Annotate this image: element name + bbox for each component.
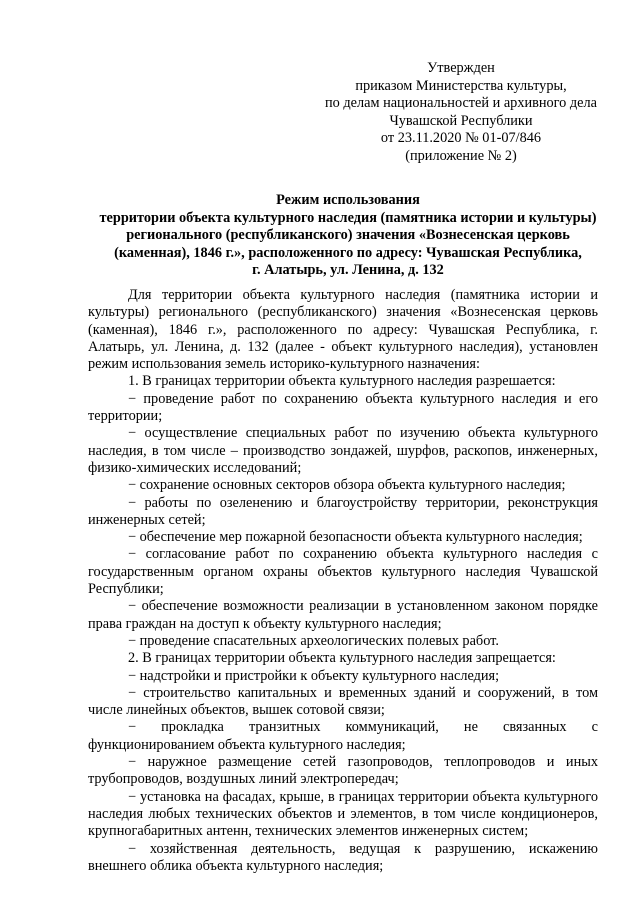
approval-line: Утвержден — [427, 60, 495, 76]
approval-line: от 23.11.2020 № 01-07/846 — [380, 130, 542, 146]
title-line: г. Алатырь, ул. Ленина, д. 132 — [252, 262, 444, 278]
document-body — [88, 287, 598, 875]
prohibited-item: − наружное размещение сетей газопроводов, теплопроводов и иных трубопроводов, воздушных линий электропередач; — [88, 754, 598, 788]
allowed-item: − обеспечение возможности реализации в установленном законом порядке права граждан на доступ к объекту культурного наследия; — [88, 598, 598, 632]
allowed-item: − сохранение основных секторов обзора объекта культурного наследия; — [128, 477, 566, 494]
prohibited-item: − строительство капитальных и временных зданий и сооружений, в том числе линейных объектов, вышек сотовой связи; — [88, 684, 598, 719]
document-title — [80, 192, 616, 280]
allowed-item: − обеспечение мер пожарной безопасности объекта культурного наследия; — [128, 529, 583, 546]
allowed-item: − проведение спасательных археологических полевых работ. — [128, 632, 499, 649]
allowed-item: − осуществление специальных работ по изучению объекта культурного наследия, в том числе – производство зондажей, шурфов, раскопов, инженерных, физико-химических исследований; — [88, 425, 598, 476]
allowed-item: − работы по озеленению и благоустройству территории, реконструкция инженерных сетей; — [88, 494, 598, 528]
intro-paragraph: Для территории объекта культурного наследия (памятника истории и культуры) регионального (республиканского) значения «Вознесенская церковь (каменная), 1846 г.», расположенного по адресу: Чувашская Республика, г. Алатырь, ул. Ленина, д. 132 (далее - объект культурного наследия), установлен режим использования земель историко-культурного назначения: — [88, 287, 598, 373]
title-line: регионального (республиканского) значения «Вознесенская церковь — [126, 227, 570, 243]
prohibited-item: − надстройки и пристройки к объекту культурного наследия; — [128, 667, 500, 684]
title-line: Режим использования — [276, 192, 420, 208]
approval-line: приказом Министерства культуры, — [355, 77, 567, 94]
section-heading-prohibited: 2. В границах территории объекта культурного наследия запрещается: — [128, 650, 556, 667]
prohibited-item: − хозяйственная деятельность, ведущая к разрушению, искажению внешнего облика объекта культурного наследия; — [88, 840, 598, 874]
section-heading-allowed: 1. В границах территории объекта культурного наследия разрешается: — [128, 373, 556, 390]
approval-line: по делам национальностей и архивного дела — [324, 95, 598, 111]
title-line: территории объекта культурного наследия (памятника истории и культуры) — [99, 209, 597, 226]
approval-block — [300, 60, 622, 165]
title-line: (каменная), 1846 г.», расположенного по адресу: Чувашская Республика, — [114, 244, 582, 261]
allowed-item: − проведение работ по сохранению объекта культурного наследия и его территории; — [88, 390, 598, 425]
prohibited-item: − прокладка транзитных коммуникаций, не связанных с функционированием объекта культурного наследия; — [88, 719, 598, 753]
allowed-item: − согласование работ по сохранению объекта культурного наследия с государственным органом охраны объектов культурного наследия Чувашской Республики; — [88, 546, 598, 598]
prohibited-item: − установка на фасадах, крыше, в границах территории объекта культурного наследия любых технических объектов и элементов, в том числе кондиционеров, крупногабаритных антенн, технических элементов инженерных систем; — [88, 788, 598, 840]
approval-line: Чувашской Республики — [389, 112, 533, 129]
approval-line: (приложение № 2) — [405, 147, 517, 164]
